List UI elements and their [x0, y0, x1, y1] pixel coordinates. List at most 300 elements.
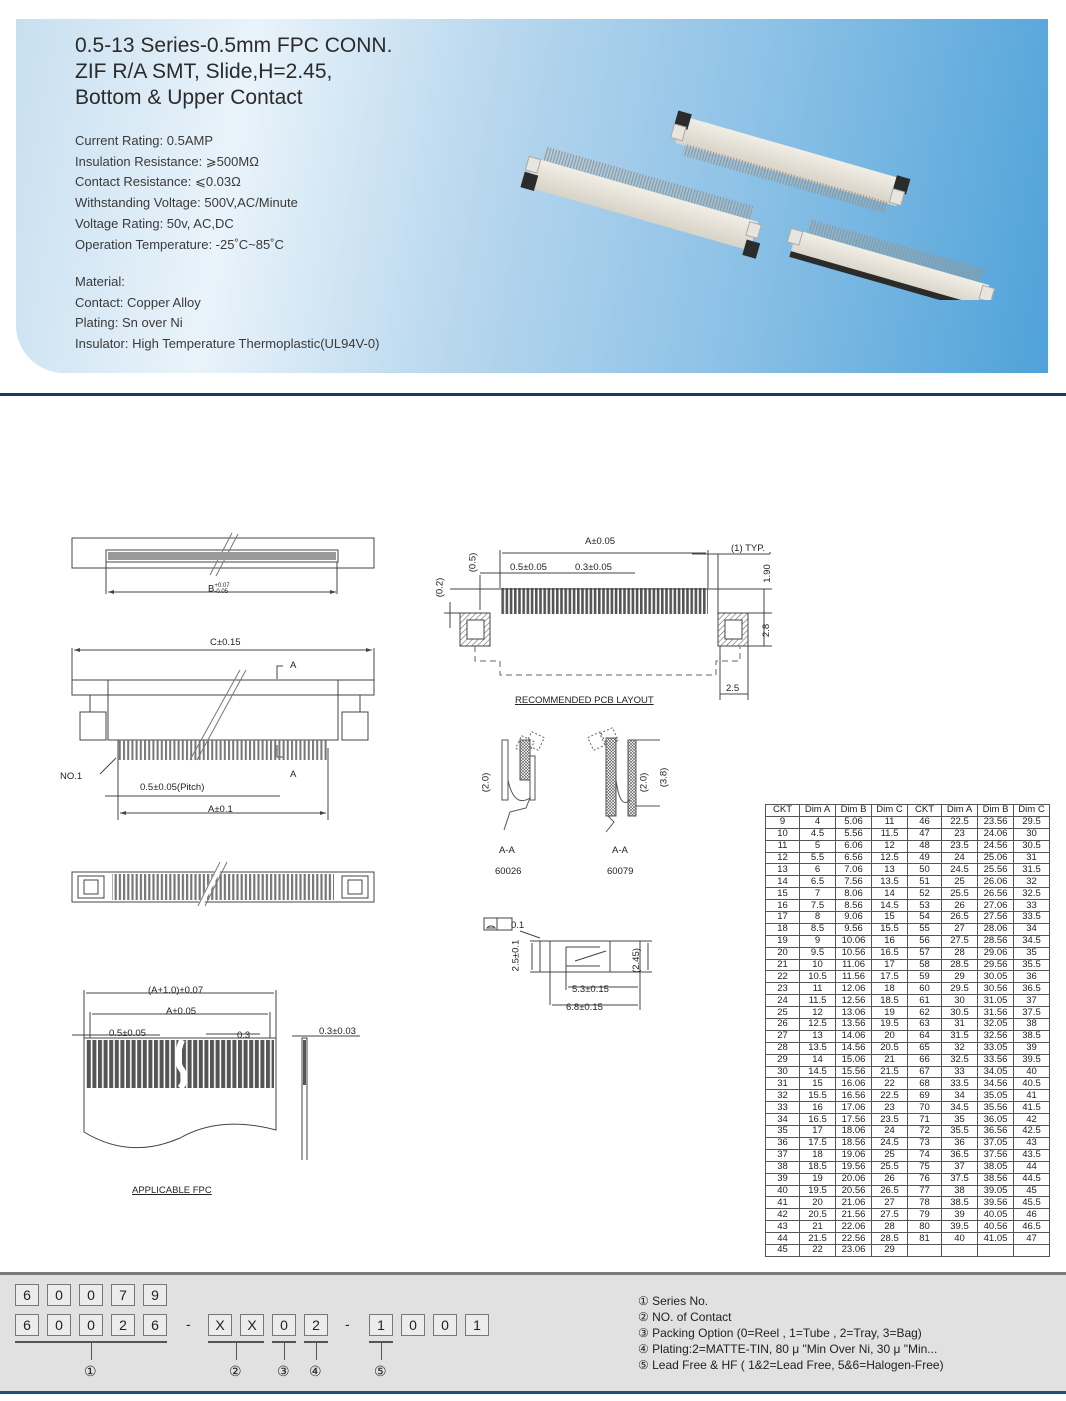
- table-cell: 12: [800, 1007, 836, 1019]
- table-row: [766, 1173, 1050, 1185]
- table-row: [766, 816, 1050, 828]
- group-tick: [236, 1342, 237, 1360]
- table-cell: 14.56: [836, 1042, 872, 1054]
- table-cell: 11.5: [800, 995, 836, 1007]
- table-cell: 50: [908, 864, 942, 876]
- table-cell: 31.5: [942, 1030, 978, 1042]
- table-cell: 16.06: [836, 1078, 872, 1090]
- table-cell: 40.56: [978, 1221, 1014, 1233]
- table-cell: 35.05: [978, 1090, 1014, 1102]
- table-cell: 18.06: [836, 1126, 872, 1138]
- table-cell: 46.5: [1014, 1221, 1050, 1233]
- table-cell: 44: [766, 1233, 800, 1245]
- table-cell: 13: [872, 864, 908, 876]
- table-cell: 15.06: [836, 1054, 872, 1066]
- table-cell: 78: [908, 1197, 942, 1209]
- group-marker: ②: [229, 1364, 242, 1380]
- table-cell: 16.56: [836, 1090, 872, 1102]
- table-cell: 8.06: [836, 888, 872, 900]
- alt-series-digit-box: 0: [47, 1284, 71, 1306]
- table-cell: 25: [766, 1007, 800, 1019]
- table-cell: 22: [766, 971, 800, 983]
- table-cell: 30.05: [978, 971, 1014, 983]
- table-cell: 54: [908, 912, 942, 924]
- spec-operation-temperature: Operation Temperature: -25˚C~85˚C: [75, 236, 284, 252]
- table-cell: 16: [872, 935, 908, 947]
- legend-series: ① Series No.: [638, 1294, 709, 1308]
- table-cell: 31: [1014, 852, 1050, 864]
- table-row: [766, 1244, 1050, 1256]
- table-cell: 49: [908, 852, 942, 864]
- table-cell: 10.5: [800, 971, 836, 983]
- pcb-a-dimension: A±0.05: [585, 536, 616, 547]
- table-cell: 36.56: [978, 1126, 1014, 1138]
- table-cell: 10: [800, 959, 836, 971]
- table-cell: 17: [800, 1126, 836, 1138]
- table-cell: 22: [800, 1244, 836, 1256]
- table-cell: 22.5: [942, 816, 978, 828]
- table-row: [766, 1114, 1050, 1126]
- table-row: [766, 1161, 1050, 1173]
- table-cell: 13: [766, 864, 800, 876]
- table-cell: 18: [872, 983, 908, 995]
- table-cell: 8: [800, 912, 836, 924]
- table-row: [766, 912, 1050, 924]
- table-row: [766, 971, 1050, 983]
- table-cell: 16.5: [800, 1114, 836, 1126]
- table-cell: 30.5: [1014, 840, 1050, 852]
- table-cell: 41.05: [978, 1233, 1014, 1245]
- part-number-legend: [638, 1293, 944, 1373]
- packing-digit-box: 0: [272, 1314, 296, 1336]
- group-marker: ⑤: [374, 1364, 387, 1380]
- b-dim-label: B: [208, 583, 215, 595]
- lead-free-digit-box: 0: [433, 1314, 457, 1336]
- table-cell: 40: [1014, 1066, 1050, 1078]
- table-cell: 34.05: [978, 1066, 1014, 1078]
- spec-withstanding-voltage: Withstanding Voltage: 500V,AC/Minute: [75, 195, 298, 211]
- table-cell: 22.06: [836, 1221, 872, 1233]
- table-cell: 12: [872, 840, 908, 852]
- table-cell: 37.56: [978, 1149, 1014, 1161]
- table-cell: 15.5: [800, 1090, 836, 1102]
- table-cell: 39: [942, 1209, 978, 1221]
- part-number-60079: 60079: [607, 866, 634, 877]
- table-cell: 21.56: [836, 1209, 872, 1221]
- dash-separator: -: [186, 1316, 191, 1332]
- c-dimension: C±0.15: [210, 637, 241, 648]
- group-marker: ①: [84, 1364, 97, 1380]
- fpc-a-dimension: A±0.05: [166, 1006, 197, 1017]
- table-cell: 29.06: [978, 947, 1014, 959]
- part-number-60026: 60026: [495, 866, 522, 877]
- table-cell: 37.5: [1014, 1007, 1050, 1019]
- table-cell: 58: [908, 959, 942, 971]
- section-60079-dim-2: (2.0): [638, 772, 650, 793]
- connector-image-right: [784, 215, 995, 300]
- table-row: [766, 840, 1050, 852]
- table-cell: 33: [1014, 900, 1050, 912]
- alt-series-digit-box: 7: [111, 1284, 135, 1306]
- table-cell: 27: [942, 923, 978, 935]
- table-cell: 13: [800, 1030, 836, 1042]
- table-header-cell: Dim C: [1014, 805, 1050, 817]
- table-row: [766, 1078, 1050, 1090]
- table-cell: [1014, 1244, 1050, 1256]
- table-row: [766, 1126, 1050, 1138]
- table-cell: 9: [800, 935, 836, 947]
- table-cell: 40.05: [978, 1209, 1014, 1221]
- table-cell: 48: [908, 840, 942, 852]
- table-cell: 32: [1014, 876, 1050, 888]
- table-cell: 41.5: [1014, 1102, 1050, 1114]
- table-cell: [908, 1244, 942, 1256]
- table-cell: 18: [800, 1149, 836, 1161]
- table-cell: 25.06: [978, 852, 1014, 864]
- table-cell: 23.5: [942, 840, 978, 852]
- table-cell: 6: [800, 864, 836, 876]
- table-row: [766, 1209, 1050, 1221]
- table-cell: 12: [766, 852, 800, 864]
- table-cell: 15: [766, 888, 800, 900]
- table-cell: 34.5: [1014, 935, 1050, 947]
- table-cell: 5.06: [836, 816, 872, 828]
- table-cell: 20.56: [836, 1185, 872, 1197]
- table-cell: 60: [908, 983, 942, 995]
- legend-contacts: ② NO. of Contact: [638, 1310, 732, 1324]
- table-cell: 15.5: [872, 923, 908, 935]
- table-cell: 38.56: [978, 1173, 1014, 1185]
- table-cell: 35.5: [1014, 959, 1050, 971]
- table-row: [766, 1137, 1050, 1149]
- table-header-cell: Dim B: [978, 805, 1014, 817]
- spec-voltage-rating: Voltage Rating: 50v, AC,DC: [75, 215, 234, 231]
- pcb-pad-dimension: 0.3±0.05: [575, 562, 612, 573]
- table-cell: 36.5: [1014, 983, 1050, 995]
- table-cell: 33.05: [978, 1042, 1014, 1054]
- table-cell: 72: [908, 1126, 942, 1138]
- table-cell: 47: [1014, 1233, 1050, 1245]
- a-dimension: A±0.1: [208, 804, 233, 815]
- b-dimension: [208, 583, 230, 595]
- table-cell: 42.5: [1014, 1126, 1050, 1138]
- series-digit-box: 0: [47, 1314, 71, 1336]
- table-cell: 34.56: [978, 1078, 1014, 1090]
- table-cell: 13.56: [836, 1019, 872, 1031]
- table-row: [766, 983, 1050, 995]
- pcb-dim-2-5: 2.5: [726, 683, 740, 694]
- series-digit-box: 2: [111, 1314, 135, 1336]
- table-cell: 75: [908, 1161, 942, 1173]
- table-cell: 30: [1014, 828, 1050, 840]
- b-tol-plus: +0.07: [214, 583, 230, 589]
- table-cell: 38.05: [978, 1161, 1014, 1173]
- fpc-pitch-dimension: 0.5±0.05: [109, 1028, 146, 1039]
- table-row: [766, 852, 1050, 864]
- table-cell: 41: [766, 1197, 800, 1209]
- b-tol-minus: -0.05: [214, 589, 229, 595]
- table-cell: 12.5: [872, 852, 908, 864]
- section-60079-dim-3-8: (3.8): [658, 767, 670, 788]
- pcb-dim-2-8: 2.8: [761, 623, 773, 638]
- table-cell: 20: [800, 1197, 836, 1209]
- table-cell: 29.5: [942, 983, 978, 995]
- lead-free-digit-box: 1: [369, 1314, 393, 1336]
- table-cell: 21.5: [800, 1233, 836, 1245]
- table-cell: 16.5: [872, 947, 908, 959]
- table-cell: 45: [1014, 1185, 1050, 1197]
- table-cell: 10.06: [836, 935, 872, 947]
- table-cell: 26: [942, 900, 978, 912]
- table-header-cell: Dim C: [872, 805, 908, 817]
- contacts-digit-box: X: [208, 1314, 232, 1336]
- table-cell: 45: [766, 1244, 800, 1256]
- table-cell: 19.5: [800, 1185, 836, 1197]
- series-digit-box: 6: [15, 1314, 39, 1336]
- table-cell: [978, 1244, 1014, 1256]
- table-header-cell: CKT: [766, 805, 800, 817]
- table-cell: 37: [766, 1149, 800, 1161]
- table-cell: 12.5: [800, 1019, 836, 1031]
- table-cell: 22: [872, 1078, 908, 1090]
- table-row: [766, 1042, 1050, 1054]
- table-cell: 29.5: [1014, 816, 1050, 828]
- table-cell: 24.06: [978, 828, 1014, 840]
- contacts-digit-box: X: [240, 1314, 264, 1336]
- table-cell: 38.5: [942, 1197, 978, 1209]
- pin-1-label: NO.1: [60, 771, 83, 782]
- table-cell: 28.06: [978, 923, 1014, 935]
- table-cell: 32: [942, 1042, 978, 1054]
- table-cell: 27.56: [978, 912, 1014, 924]
- group-tick: [91, 1342, 92, 1360]
- table-header-cell: Dim A: [800, 805, 836, 817]
- table-cell: 64: [908, 1030, 942, 1042]
- table-cell: 37: [1014, 995, 1050, 1007]
- table-row: [766, 1197, 1050, 1209]
- table-cell: 25: [942, 876, 978, 888]
- title-line: Bottom & Upper Contact: [75, 86, 303, 109]
- table-cell: 14.5: [800, 1066, 836, 1078]
- table-cell: 27: [872, 1197, 908, 1209]
- table-cell: 17: [766, 912, 800, 924]
- table-cell: 5: [800, 840, 836, 852]
- table-cell: 23: [942, 828, 978, 840]
- table-cell: 7.56: [836, 876, 872, 888]
- table-cell: 18.56: [836, 1137, 872, 1149]
- spec-current-rating: Current Rating: 0.5AMP: [75, 133, 214, 148]
- table-cell: 13.5: [800, 1042, 836, 1054]
- table-cell: 34: [942, 1090, 978, 1102]
- table-cell: 14.5: [872, 900, 908, 912]
- material-heading: Material:: [75, 274, 125, 289]
- table-header-cell: Dim B: [836, 805, 872, 817]
- table-cell: 53: [908, 900, 942, 912]
- table-cell: 41: [1014, 1090, 1050, 1102]
- table-cell: 13.06: [836, 1007, 872, 1019]
- table-cell: 15: [800, 1078, 836, 1090]
- table-cell: 11.5: [872, 828, 908, 840]
- table-cell: 37: [942, 1161, 978, 1173]
- table-cell: 25.56: [978, 864, 1014, 876]
- table-cell: 21: [872, 1054, 908, 1066]
- table-cell: 31: [942, 1019, 978, 1031]
- table-cell: 23.56: [978, 816, 1014, 828]
- table-cell: 22.56: [836, 1233, 872, 1245]
- table-cell: 44.5: [1014, 1173, 1050, 1185]
- flatness-tolerance: 0.1: [511, 920, 525, 931]
- table-cell: 46: [908, 816, 942, 828]
- table-cell: 18.5: [800, 1161, 836, 1173]
- table-cell: 31.5: [1014, 864, 1050, 876]
- table-row: [766, 1102, 1050, 1114]
- table-cell: 20.5: [872, 1042, 908, 1054]
- table-cell: 5.56: [836, 828, 872, 840]
- table-cell: 38: [942, 1185, 978, 1197]
- table-cell: 30: [942, 995, 978, 1007]
- table-cell: 32.5: [942, 1054, 978, 1066]
- table-cell: 39.05: [978, 1185, 1014, 1197]
- table-cell: 40: [942, 1233, 978, 1245]
- product-photo: [515, 100, 995, 300]
- fpc-lead-width: 0.3: [237, 1030, 251, 1041]
- table-cell: 7.06: [836, 864, 872, 876]
- table-cell: 25: [872, 1149, 908, 1161]
- table-cell: 10: [766, 828, 800, 840]
- table-cell: 15.56: [836, 1066, 872, 1078]
- table-cell: 24.56: [978, 840, 1014, 852]
- table-cell: 16: [800, 1102, 836, 1114]
- table-cell: 36: [942, 1137, 978, 1149]
- table-cell: 22.5: [872, 1090, 908, 1102]
- table-cell: 34.5: [942, 1102, 978, 1114]
- table-cell: 52: [908, 888, 942, 900]
- table-cell: 43: [766, 1221, 800, 1233]
- table-cell: 14: [872, 888, 908, 900]
- applicable-fpc-drawing: [70, 990, 390, 1160]
- table-cell: 30.56: [978, 983, 1014, 995]
- table-cell: 62: [908, 1007, 942, 1019]
- table-row: [766, 1007, 1050, 1019]
- table-cell: 27: [766, 1030, 800, 1042]
- table-cell: 9: [766, 816, 800, 828]
- table-cell: 4.5: [800, 828, 836, 840]
- table-cell: 39: [1014, 1042, 1050, 1054]
- table-cell: 24.5: [872, 1137, 908, 1149]
- dimension-table: [765, 804, 1050, 1257]
- table-cell: 31.05: [978, 995, 1014, 1007]
- table-cell: 35: [1014, 947, 1050, 959]
- pcb-dim-0-5: (0.5): [467, 552, 479, 573]
- alt-series-digit-box: 6: [15, 1284, 39, 1306]
- group-marker: ③: [277, 1364, 290, 1380]
- table-cell: 74: [908, 1149, 942, 1161]
- table-cell: 66: [908, 1054, 942, 1066]
- pcb-typ-dimension: (1) TYP.: [731, 543, 765, 554]
- table-cell: 25.5: [942, 888, 978, 900]
- table-cell: 59: [908, 971, 942, 983]
- section-views-drawing: [490, 720, 660, 840]
- table-cell: 17: [872, 959, 908, 971]
- table-cell: 38: [1014, 1019, 1050, 1031]
- group-marker: ④: [309, 1364, 322, 1380]
- title-line: 0.5-13 Series-0.5mm FPC CONN.: [75, 34, 393, 57]
- alt-series-digit-box: 0: [79, 1284, 103, 1306]
- plating-digit-box: 2: [304, 1314, 328, 1336]
- section-divider: [0, 393, 1066, 396]
- table-cell: 33.5: [942, 1078, 978, 1090]
- legend-plating: ④ Plating:2=MATTE-TIN, 80 μ "Min Over Ni, 30 μ "Min...: [638, 1342, 938, 1356]
- table-cell: 33.5: [1014, 912, 1050, 924]
- table-cell: 7: [800, 888, 836, 900]
- table-cell: 26.56: [978, 888, 1014, 900]
- table-row: [766, 1019, 1050, 1031]
- bottom-view-drawing: [60, 860, 390, 910]
- front-view-drawing: [60, 640, 390, 820]
- table-cell: 4: [800, 816, 836, 828]
- table-cell: 14: [800, 1054, 836, 1066]
- table-cell: 17.56: [836, 1114, 872, 1126]
- spec-contact-resistance: Contact Resistance: ⩽0.03Ω: [75, 174, 241, 190]
- table-cell: 28.5: [942, 959, 978, 971]
- table-cell: [942, 1244, 978, 1256]
- table-cell: 12.56: [836, 995, 872, 1007]
- table-cell: 13.5: [872, 876, 908, 888]
- table-cell: 24: [766, 995, 800, 1007]
- table-header-row: [766, 805, 1050, 817]
- table-row: [766, 1054, 1050, 1066]
- table-row: [766, 1185, 1050, 1197]
- table-cell: 26.5: [942, 912, 978, 924]
- table-cell: 28: [942, 947, 978, 959]
- table-cell: 33: [942, 1066, 978, 1078]
- section-marker-bottom: A: [290, 769, 297, 780]
- table-row: [766, 1221, 1050, 1233]
- table-cell: 76: [908, 1173, 942, 1185]
- table-cell: 61: [908, 995, 942, 1007]
- table-cell: 63: [908, 1019, 942, 1031]
- table-cell: 21.06: [836, 1197, 872, 1209]
- table-cell: 29: [942, 971, 978, 983]
- table-cell: 32: [766, 1090, 800, 1102]
- table-cell: 5.5: [800, 852, 836, 864]
- legend-lead-free: ⑤ Lead Free & HF ( 1&2=Lead Free, 5&6=Halogen-Free): [638, 1358, 944, 1372]
- pcb-dim-1-90: 1.90: [761, 564, 773, 583]
- table-cell: 21: [800, 1221, 836, 1233]
- table-cell: 20: [872, 1030, 908, 1042]
- table-cell: 27.5: [942, 935, 978, 947]
- table-cell: 35: [942, 1114, 978, 1126]
- table-cell: 40.5: [1014, 1078, 1050, 1090]
- table-cell: 65: [908, 1042, 942, 1054]
- table-cell: 67: [908, 1066, 942, 1078]
- table-cell: 71: [908, 1114, 942, 1126]
- table-cell: 29: [766, 1054, 800, 1066]
- table-cell: 36.05: [978, 1114, 1014, 1126]
- table-row: [766, 1030, 1050, 1042]
- table-cell: 17.5: [872, 971, 908, 983]
- table-cell: 26: [766, 1019, 800, 1031]
- table-cell: 17.06: [836, 1102, 872, 1114]
- table-cell: 31.56: [978, 1007, 1014, 1019]
- table-cell: 47: [908, 828, 942, 840]
- table-cell: 23: [872, 1102, 908, 1114]
- table-cell: 19.5: [872, 1019, 908, 1031]
- table-cell: 28.56: [978, 935, 1014, 947]
- table-cell: 6.56: [836, 852, 872, 864]
- product-title: [75, 33, 392, 111]
- table-cell: 14.06: [836, 1030, 872, 1042]
